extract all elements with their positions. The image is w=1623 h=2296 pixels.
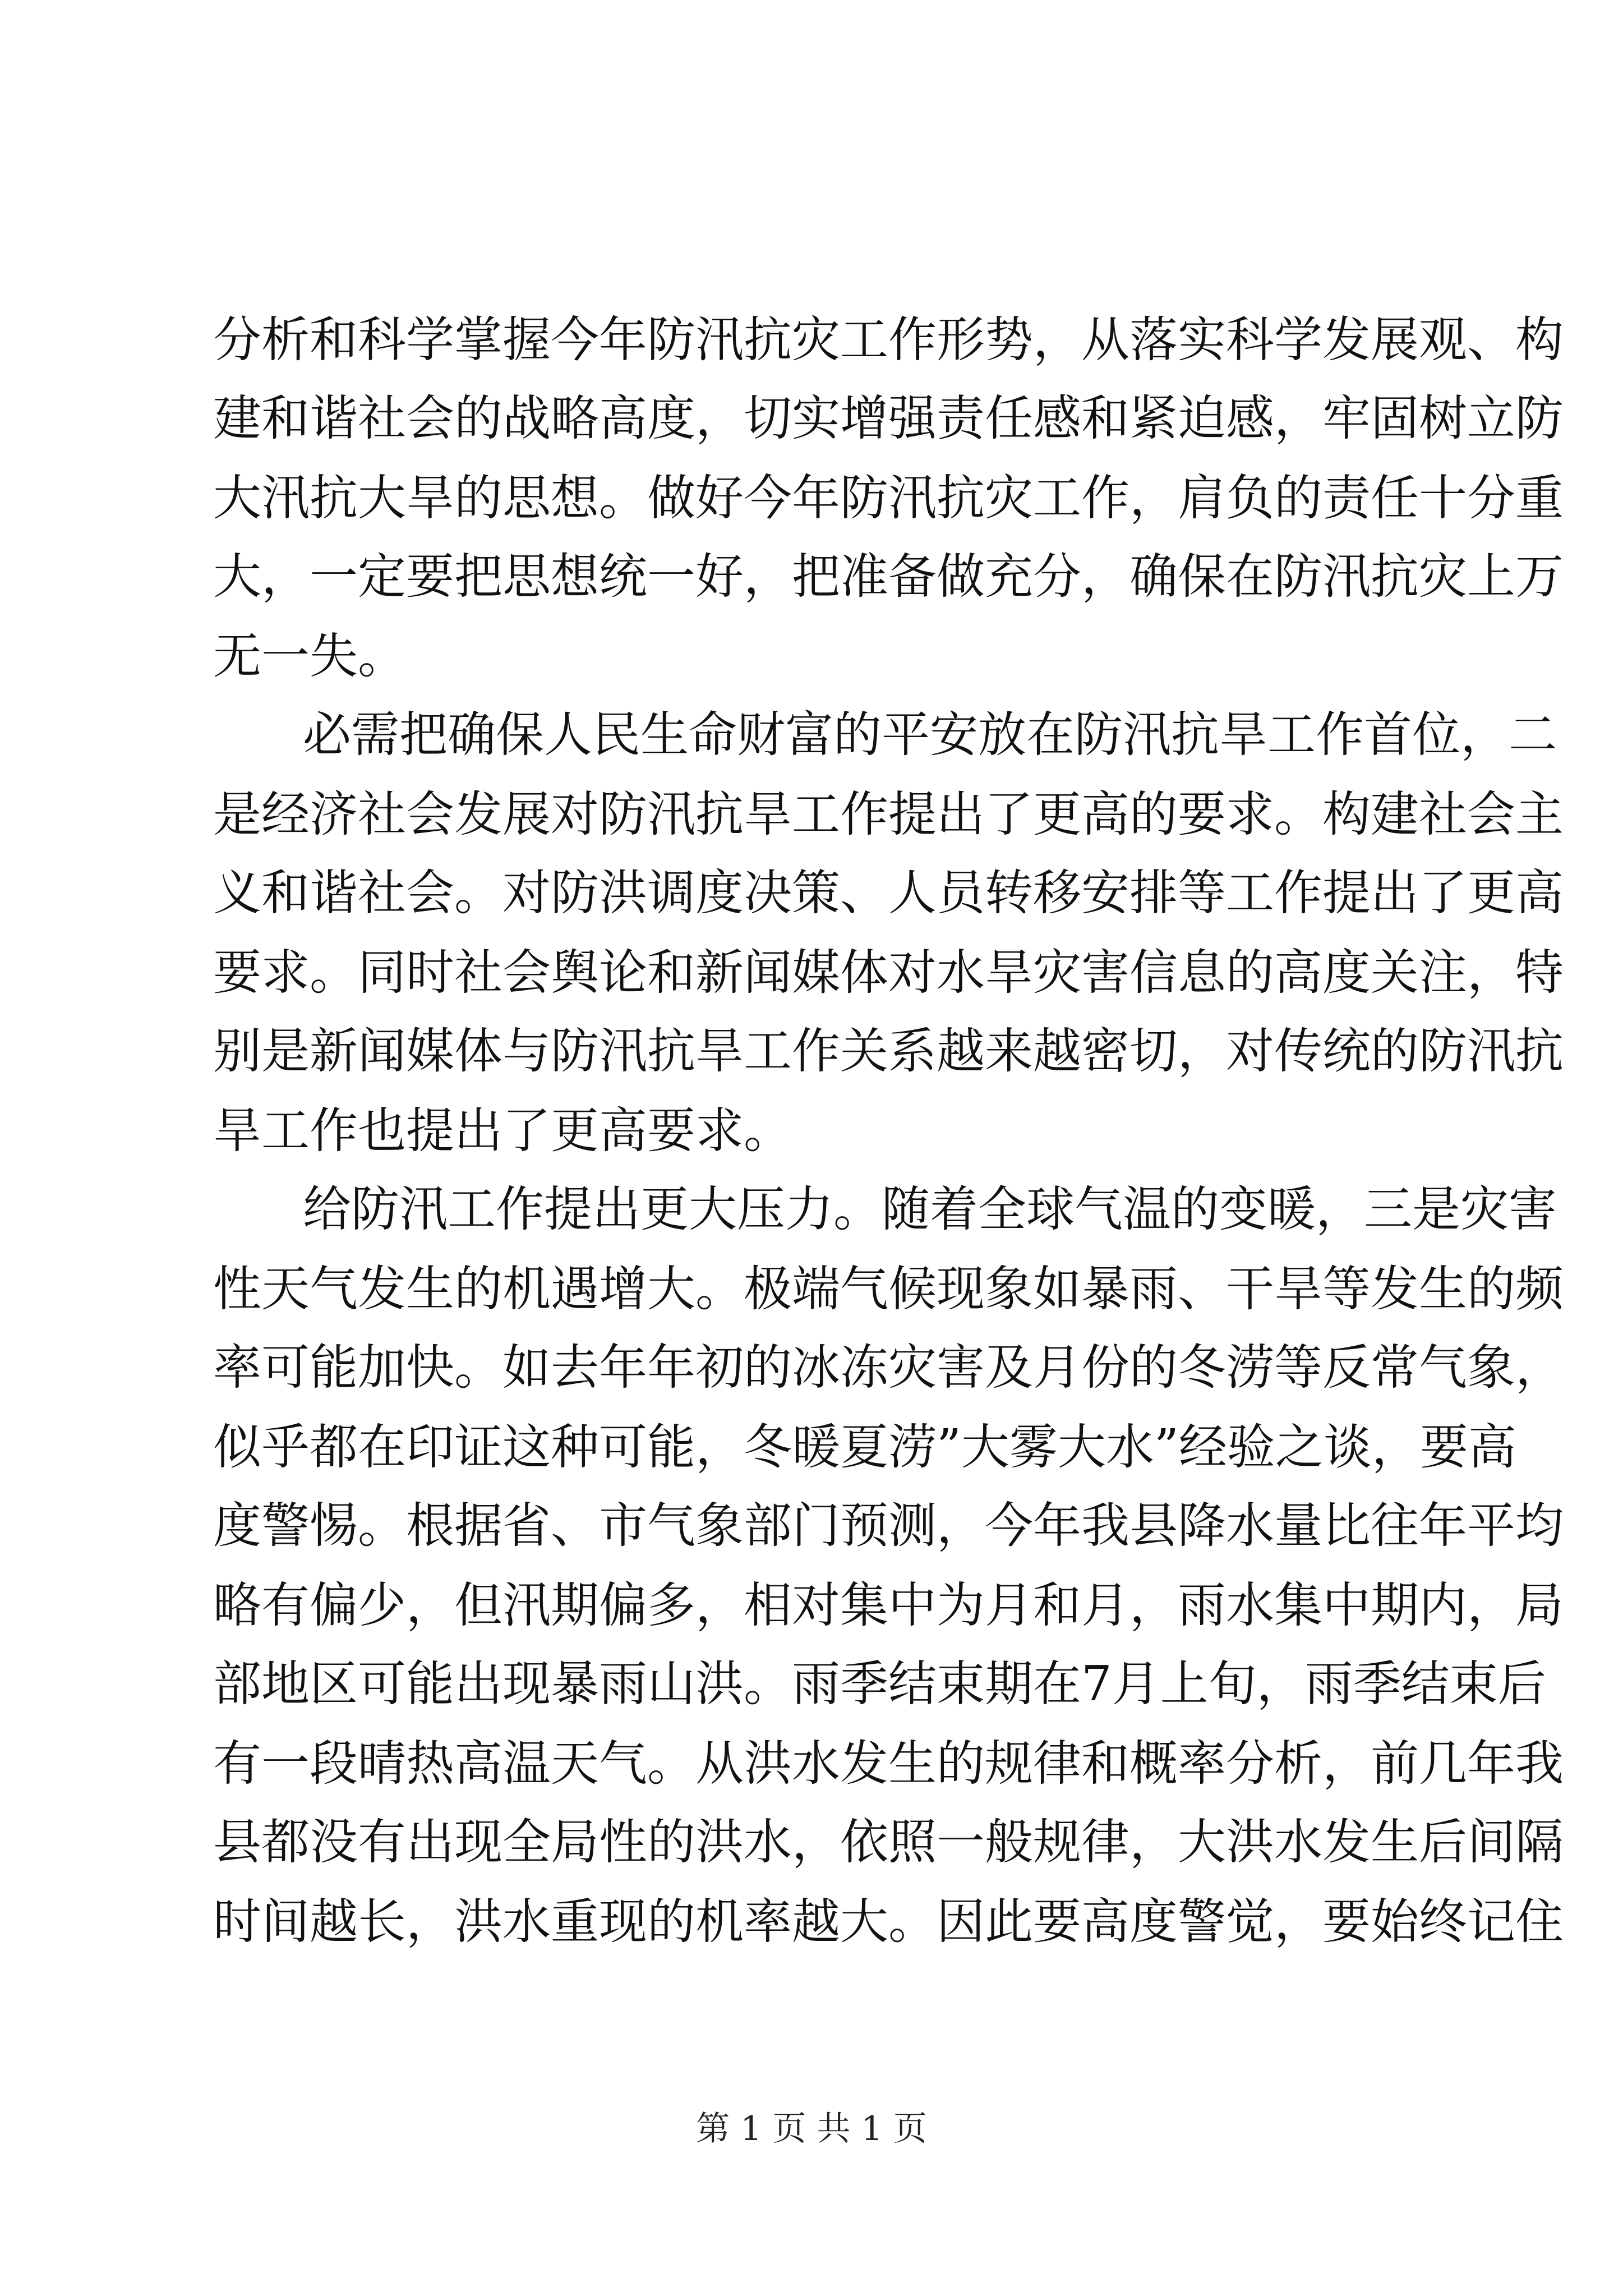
paragraph-3-line-10: 时间越长，洪水重现的机率越大。因此要高度警觉，要始终记住 bbox=[213, 1894, 1564, 1950]
paragraph-2-line-6: 旱工作也提出了更高要求。 bbox=[213, 1103, 792, 1159]
paragraph-1-line-5: 无一失。 bbox=[213, 628, 406, 684]
paragraph-3-line-2: 性天气发生的机遇增大。极端气候现象如暴雨、干旱等发生的频 bbox=[213, 1261, 1564, 1317]
paragraph-3-line-7: 部地区可能出现暴雨山洪。雨季结束期在7月上旬，雨季结束后 bbox=[213, 1656, 1546, 1712]
page-number-footer: 第 1 页 共 1 页 bbox=[696, 2109, 927, 2148]
paragraph-2-line-2: 是经济社会发展对防汛抗旱工作提出了更高的要求。构建社会主 bbox=[213, 786, 1564, 843]
paragraph-2-line-5: 别是新闻媒体与防汛抗旱工作关系越来越密切，对传统的防汛抗 bbox=[213, 1023, 1564, 1079]
paragraph-1-line-2: 建和谐社会的战略高度，切实增强责任感和紧迫感，牢固树立防 bbox=[213, 390, 1564, 447]
paragraph-3-line-4: 似乎都在印证这种可能，冬暖夏涝”大雾大水”经验之谈，要高 bbox=[213, 1419, 1516, 1475]
paragraph-3-line-1: 给防汛工作提出更大压力。随着全球气温的变暖，三是灾害 bbox=[303, 1181, 1557, 1237]
paragraph-3-line-5: 度警惕。根据省、市气象部门预测，今年我县降水量比往年平均 bbox=[213, 1498, 1564, 1554]
paragraph-3-line-6: 略有偏少，但汛期偏多，相对集中为月和月，雨水集中期内，局 bbox=[213, 1577, 1564, 1634]
paragraph-1-line-1: 分析和科学掌握今年防汛抗灾工作形势，从落实科学发展观、构 bbox=[213, 312, 1564, 368]
paragraph-2-line-1: 必需把确保人民生命财富的平安放在防汛抗旱工作首位，二 bbox=[303, 707, 1557, 763]
paragraph-3-line-3: 率可能加快。如去年年初的冰冻灾害及月份的冬涝等反常气象， bbox=[213, 1340, 1564, 1396]
paragraph-3-line-8: 有一段晴热高温天气。从洪水发生的规律和概率分析，前几年我 bbox=[213, 1736, 1564, 1792]
paragraph-1-line-4: 大，一定要把思想统一好，把准备做充分，确保在防汛抗灾上万 bbox=[213, 549, 1564, 605]
paragraph-2-line-3: 义和谐社会。对防洪调度决策、人员转移安排等工作提出了更高 bbox=[213, 865, 1564, 921]
paragraph-1-line-3: 大汛抗大旱的思想。做好今年防汛抗灾工作，肩负的责任十分重 bbox=[213, 470, 1564, 526]
paragraph-2-line-4: 要求。同时社会舆论和新闻媒体对水旱灾害信息的高度关注，特 bbox=[213, 945, 1564, 1001]
paragraph-3-line-9: 县都没有出现全局性的洪水，依照一般规律，大洪水发生后间隔 bbox=[213, 1814, 1564, 1870]
